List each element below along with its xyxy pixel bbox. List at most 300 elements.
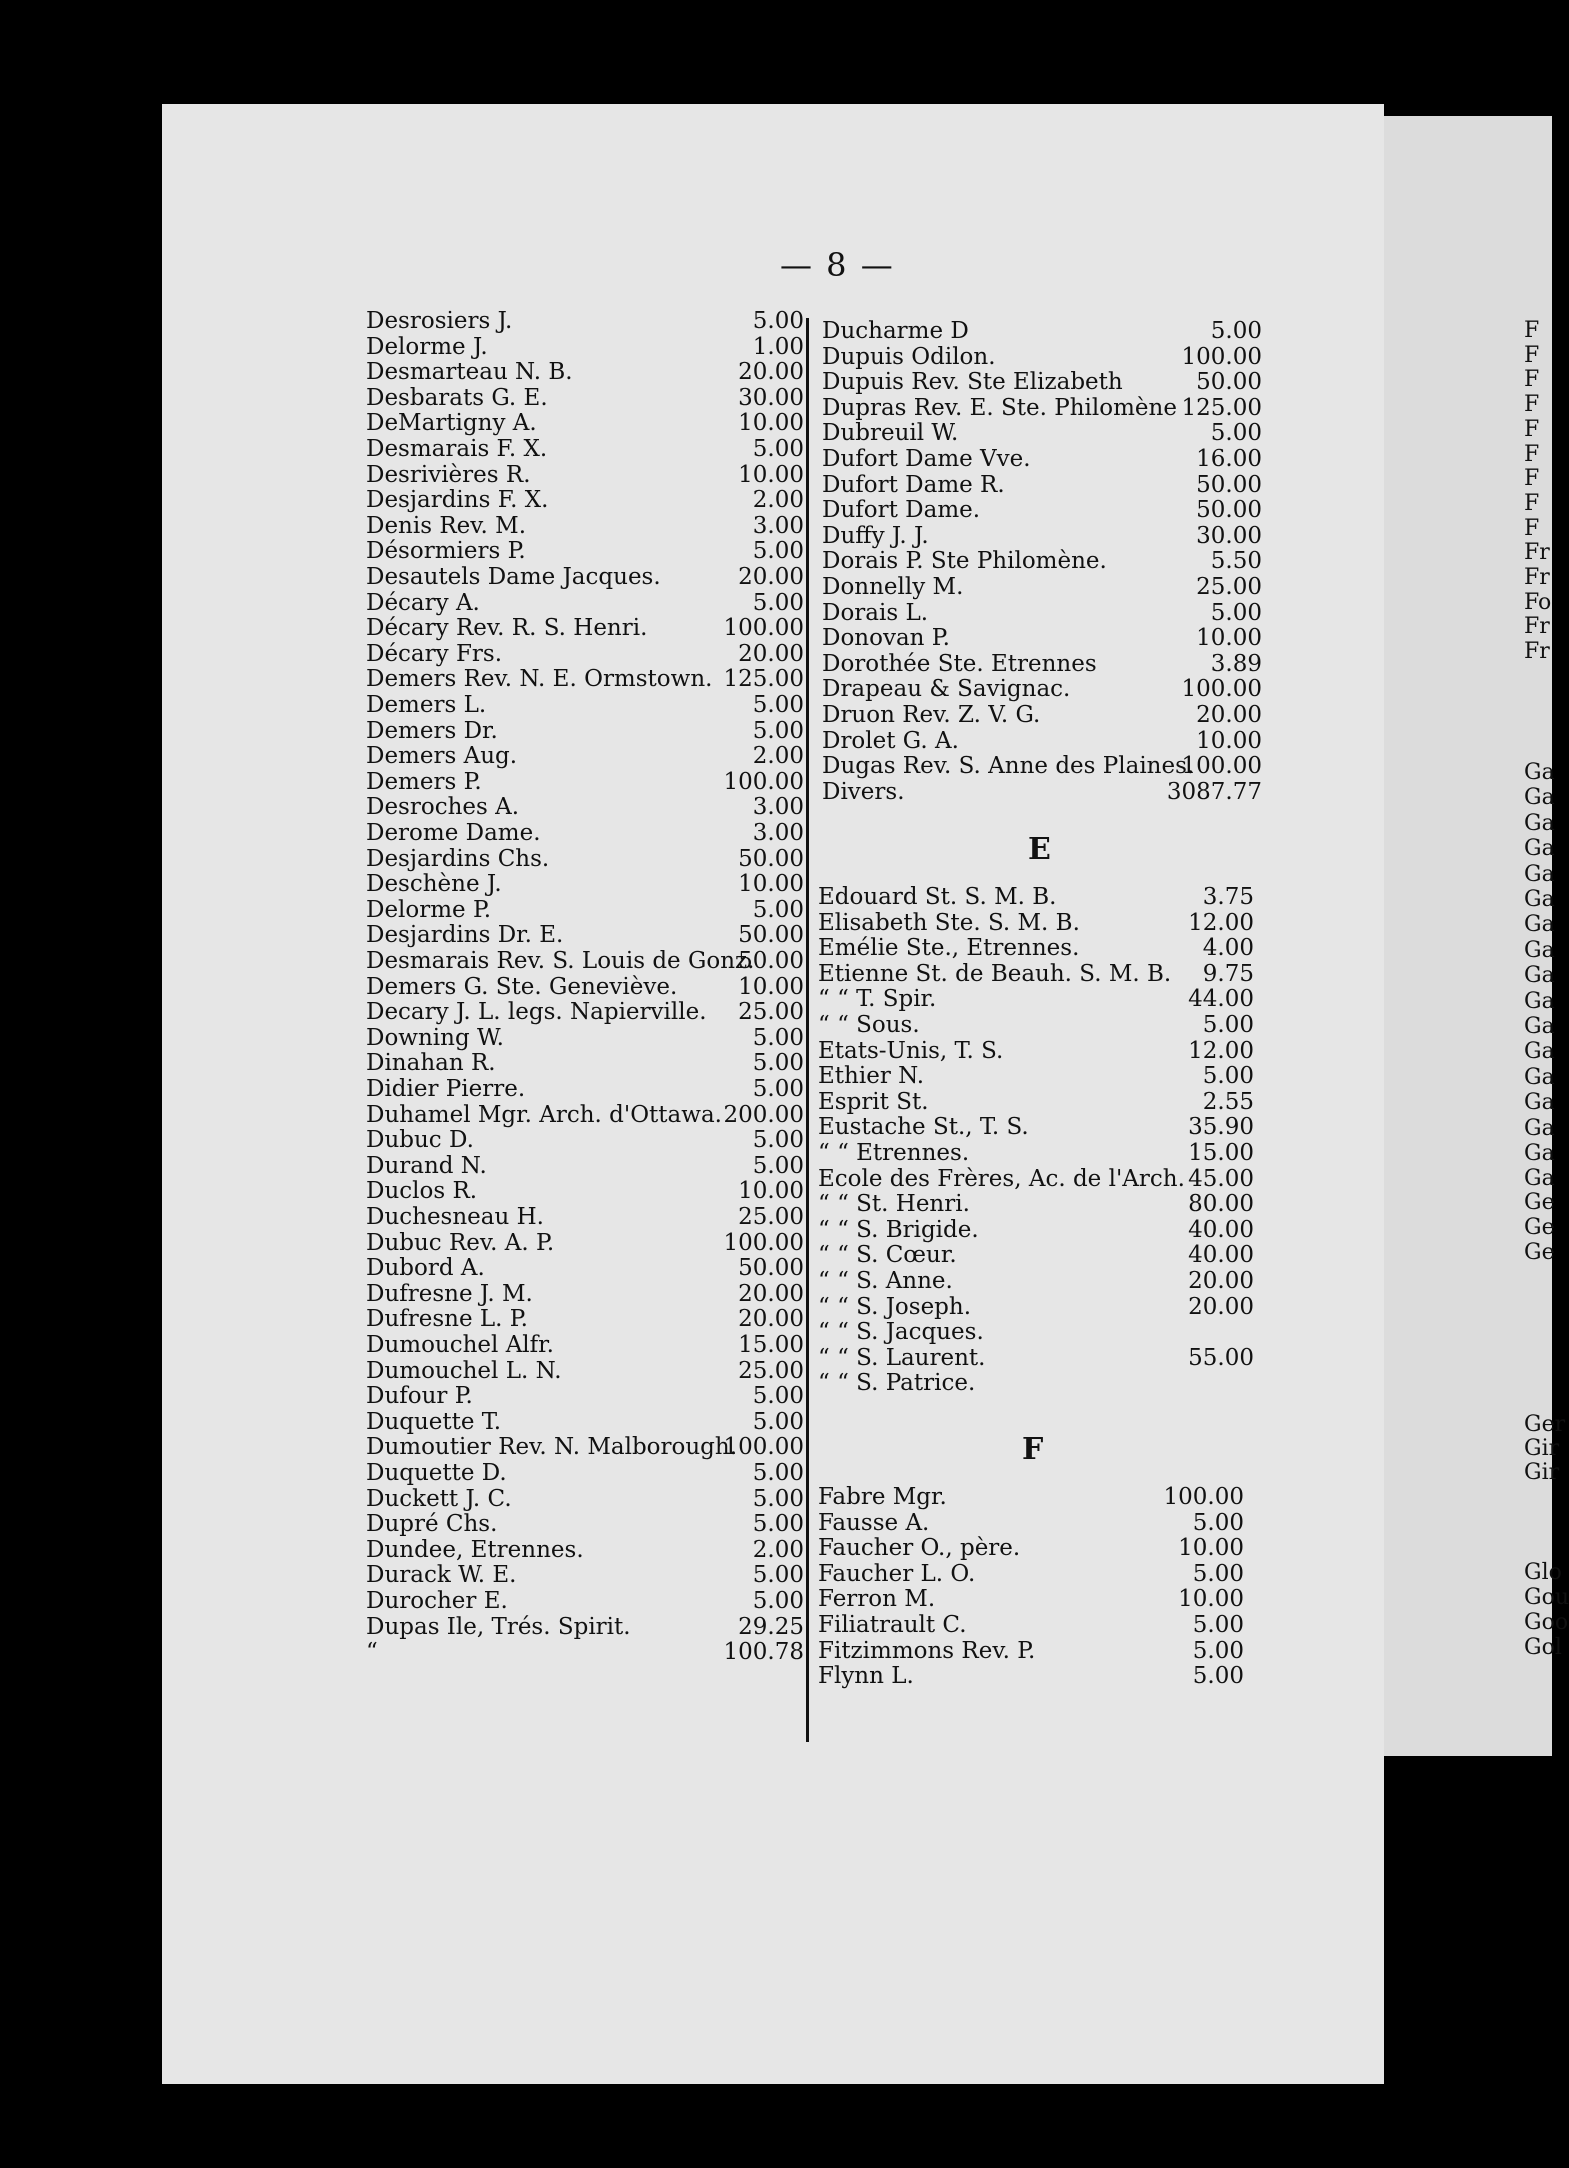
list-entry	[822, 651, 1262, 677]
entry-amount: 5.00	[752, 436, 804, 462]
list-entry	[366, 718, 804, 744]
list-entry	[818, 1319, 1254, 1345]
facing-page-fragment: F	[1524, 466, 1540, 492]
entry-amount: 10.00	[738, 410, 804, 437]
entry-amount: 20.00	[738, 359, 804, 386]
entry-name: Durocher E.	[366, 1588, 508, 1614]
list-entry	[822, 753, 1262, 779]
list-entry	[366, 1050, 804, 1076]
entry-amount: 3.75	[1202, 884, 1254, 910]
entry-name: Druon Rev. Z. V. G.	[822, 702, 1041, 728]
list-entry	[822, 600, 1262, 626]
list-entry	[366, 410, 804, 436]
entry-amount: 5.00	[1202, 1012, 1254, 1038]
entry-amount: 30.00	[1196, 522, 1262, 549]
entry-name: Desmarais F. X.	[366, 436, 548, 462]
facing-page-fragment: Ga	[1524, 785, 1555, 811]
entry-amount: 50.00	[1196, 369, 1262, 396]
entry-name: Faucher L. O.	[818, 1560, 976, 1587]
entry-name: Dumoutier Rev. N. Malborough.	[366, 1434, 738, 1461]
facing-page-fragment: Fr	[1524, 540, 1550, 566]
entry-name: Durand N.	[366, 1152, 487, 1179]
list-entry	[818, 1038, 1254, 1064]
list-entry	[366, 846, 804, 872]
facing-page-fragment: F	[1524, 342, 1540, 368]
entry-amount: 10.00	[738, 461, 804, 488]
entry-name: Elisabeth Ste. S. M. B.	[818, 909, 1080, 936]
entry-amount: 25.00	[738, 999, 804, 1026]
list-entry	[366, 1332, 804, 1358]
entry-name: Desjardins F. X.	[366, 487, 549, 514]
entry-name: Dugas Rev. S. Anne des Plaines.	[822, 753, 1195, 780]
list-entry	[366, 334, 804, 360]
list-entry	[818, 1140, 1254, 1166]
entry-amount: 20.00	[1196, 702, 1262, 728]
entry-amount: 10.00	[738, 973, 804, 1000]
entry-amount: 50.00	[738, 1255, 804, 1282]
entry-amount: 45.00	[1188, 1165, 1254, 1192]
entry-amount: 100.00	[723, 768, 804, 795]
entry-amount: 20.00	[738, 1306, 804, 1333]
list-entry	[818, 1345, 1254, 1371]
list-entry	[366, 1639, 804, 1665]
list-entry	[366, 615, 804, 641]
entry-name: Dupras Rev. E. Ste. Philomène	[822, 394, 1177, 421]
entry-amount: 20.00	[1188, 1268, 1254, 1294]
list-entry	[366, 871, 804, 897]
list-entry	[366, 743, 804, 769]
entry-name: Delorme J.	[366, 333, 488, 360]
entry-name: “ “ S. Joseph.	[818, 1293, 972, 1320]
entry-amount: 3.00	[752, 512, 804, 539]
list-entry	[366, 1255, 804, 1281]
list-entry	[822, 676, 1262, 702]
list-entry	[818, 1561, 1244, 1587]
list-entry	[822, 369, 1262, 395]
entry-amount: 5.00	[752, 589, 804, 616]
list-entry	[818, 1063, 1254, 1089]
entry-name: Dorais L.	[822, 599, 929, 626]
entry-name: Fausse A.	[818, 1509, 930, 1536]
entry-name: Downing W.	[366, 1024, 504, 1051]
facing-page-fragment: Ge	[1524, 1215, 1555, 1240]
page-number: — 8 —	[780, 246, 895, 284]
entry-amount: 50.00	[1196, 497, 1262, 524]
entry-amount: 5.50	[1210, 548, 1262, 575]
entry-name: Ferron M.	[818, 1586, 936, 1613]
list-entry	[818, 1012, 1254, 1038]
entry-amount: 5.00	[752, 1076, 804, 1102]
entry-amount: 50.00	[738, 922, 804, 949]
entry-amount: 100.00	[723, 1434, 804, 1461]
entry-name: Dorothée Ste. Etrennes	[822, 650, 1097, 677]
list-entry	[818, 1268, 1254, 1294]
list-entry	[822, 625, 1262, 651]
list-entry	[822, 728, 1262, 754]
entry-amount: 15.00	[1188, 1140, 1254, 1166]
entry-name: Dubreuil W.	[822, 420, 959, 447]
facing-page-fragment: Ger	[1524, 1412, 1566, 1437]
list-entry	[818, 1191, 1254, 1217]
facing-page-fragment: F	[1524, 416, 1540, 442]
list-entry	[366, 1588, 804, 1614]
list-entry	[366, 897, 804, 923]
entry-amount: 20.00	[1188, 1293, 1254, 1320]
entry-amount: 100.00	[723, 615, 804, 642]
entry-amount: 9.75	[1202, 960, 1254, 987]
list-entry	[822, 318, 1262, 344]
entry-amount: 30.00	[738, 384, 804, 411]
entry-amount: 5.00	[752, 1511, 804, 1538]
entry-name: Demers L.	[366, 692, 487, 718]
entry-amount: 29.25	[738, 1613, 804, 1640]
facing-page-fragment: F	[1524, 490, 1540, 516]
list-entry	[822, 574, 1262, 600]
facing-page-fragment: Fr	[1524, 565, 1550, 590]
entry-amount: 10.00	[738, 871, 804, 898]
entry-amount: 5.00	[1210, 318, 1262, 344]
entry-amount: 5.00	[1192, 1560, 1244, 1587]
entry-amount: 5.00	[1192, 1612, 1244, 1638]
entry-name: Duffy J. J.	[822, 522, 929, 549]
facing-page-fragment: Ga	[1524, 1166, 1555, 1192]
list-entry	[818, 986, 1254, 1012]
list-entry	[366, 538, 804, 564]
entry-name: Desautels Dame Jacques.	[366, 564, 661, 590]
entry-name: “ “ S. Brigide.	[818, 1216, 979, 1243]
list-entry	[366, 513, 804, 539]
entry-amount: 2.00	[752, 743, 804, 770]
entry-name: Esprit St.	[818, 1088, 929, 1115]
list-entry	[366, 948, 804, 974]
list-entry	[366, 1614, 804, 1640]
entry-amount: 3.00	[752, 794, 804, 821]
facing-page-fragment: Glo	[1524, 1560, 1562, 1585]
list-entry	[366, 590, 804, 616]
list-entry	[822, 472, 1262, 498]
entry-name: Desmarteau N. B.	[366, 359, 573, 386]
list-entry	[818, 910, 1254, 936]
list-entry	[366, 385, 804, 411]
facing-page-fragment: Gol	[1524, 1635, 1562, 1660]
list-entry	[818, 1166, 1254, 1192]
entry-amount: 25.00	[738, 1357, 804, 1384]
entry-name: Eustache St., T. S.	[818, 1114, 1029, 1141]
entry-name: Desmarais Rev. S. Louis de Gonz.	[366, 948, 755, 974]
entry-amount: 5.00	[752, 308, 804, 334]
entry-amount: 5.00	[1192, 1637, 1244, 1664]
list-entry	[366, 1486, 804, 1512]
facing-page-fragment: Fo	[1524, 589, 1552, 615]
list-entry	[818, 1370, 1254, 1396]
facing-page-fragment: Ga	[1524, 988, 1555, 1014]
facing-page-fragment: F	[1524, 515, 1540, 541]
entry-amount: 5.00	[752, 1562, 804, 1589]
entry-amount: 5.00	[1210, 599, 1262, 626]
entry-amount: 10.00	[1178, 1535, 1244, 1562]
list-entry	[366, 974, 804, 1000]
entry-name: Durack W. E.	[366, 1562, 517, 1589]
entry-name: Duhamel Mgr. Arch. d'Ottawa.	[366, 1101, 722, 1128]
list-entry	[366, 1076, 804, 1102]
facing-page-fragment: Ga	[1524, 937, 1555, 963]
list-entry	[366, 769, 804, 795]
entry-amount: 2.55	[1202, 1088, 1254, 1115]
entry-name: Dupuis Rev. Ste Elizabeth	[822, 369, 1123, 396]
entry-amount: 100.00	[1181, 343, 1262, 370]
list-entry	[366, 1230, 804, 1256]
list-entry	[818, 935, 1254, 961]
entry-name: Decary J. L. legs. Napierville.	[366, 999, 707, 1026]
entry-name: Desjardins Chs.	[366, 845, 550, 872]
list-entry	[366, 820, 804, 846]
entry-name: Ecole des Frères, Ac. de l'Arch.	[818, 1165, 1185, 1192]
entry-amount: 5.00	[752, 1127, 804, 1154]
facing-page-fragment: Ge	[1524, 1240, 1555, 1265]
entry-name: Etats-Unis, T. S.	[818, 1037, 1004, 1064]
entry-name: “ “ S. Jacques.	[818, 1319, 984, 1346]
entry-amount: 5.00	[752, 692, 804, 718]
facing-page-fragment: F	[1524, 392, 1540, 418]
entry-name: Dufort Dame R.	[822, 471, 1005, 498]
entry-name: DeMartigny A.	[366, 410, 537, 437]
entry-amount: 35.90	[1188, 1114, 1254, 1141]
list-entry	[818, 961, 1254, 987]
entry-name: Dufresne J. M.	[366, 1280, 533, 1307]
list-entry	[366, 1358, 804, 1384]
entry-name: Dundee, Etrennes.	[366, 1536, 584, 1563]
facing-page-fragment: Ga	[1524, 836, 1555, 862]
entry-amount: 100.00	[723, 1229, 804, 1256]
list-entry	[818, 1586, 1244, 1612]
entry-amount: 44.00	[1188, 986, 1254, 1013]
entry-amount: 20.00	[738, 564, 804, 590]
list-entry	[366, 1511, 804, 1537]
list-entry	[818, 1535, 1244, 1561]
facing-page-fragment: Ga	[1524, 760, 1555, 785]
entry-amount: 2.00	[752, 487, 804, 514]
entry-amount: 5.00	[752, 1050, 804, 1077]
facing-page-fragment: Ga	[1524, 1064, 1555, 1090]
entry-name: Derome Dame.	[366, 820, 541, 846]
list-entry	[366, 1204, 804, 1230]
entry-name: Dumouchel Alfr.	[366, 1332, 554, 1358]
entry-name: “ “ S. Cœur.	[818, 1242, 957, 1269]
facing-page-fragment: F	[1524, 318, 1540, 343]
list-entry	[822, 420, 1262, 446]
entry-amount: 12.00	[1188, 1037, 1254, 1064]
entry-name: Filiatrault C.	[818, 1612, 967, 1638]
facing-page-fragment: Fr	[1524, 639, 1550, 665]
entry-amount: 5.00	[752, 1152, 804, 1179]
entry-amount: 5.00	[752, 717, 804, 744]
facing-page-fragment: Ga	[1524, 912, 1555, 938]
entry-name: Duclos R.	[366, 1178, 478, 1205]
entry-name: Décary A.	[366, 589, 480, 616]
facing-page-fragment: Ge	[1524, 1190, 1555, 1215]
entry-name: Didier Pierre.	[366, 1076, 526, 1102]
entry-name: “ “ Sous.	[818, 1012, 920, 1038]
list-entry	[366, 1537, 804, 1563]
facing-page-fragment: Goo	[1524, 1610, 1569, 1635]
list-entry	[366, 794, 804, 820]
entry-name: Divers.	[822, 778, 905, 805]
facing-page-fragment: Gou	[1524, 1585, 1569, 1610]
entry-name: Dufresne L. P.	[366, 1306, 528, 1333]
entry-amount: 5.00	[1202, 1063, 1254, 1090]
facing-page-fragment: F	[1524, 367, 1540, 393]
entry-amount: 125.00	[1181, 394, 1262, 421]
entry-amount: 5.00	[752, 1588, 804, 1614]
entry-amount: 10.00	[1196, 625, 1262, 652]
entry-name: Drapeau & Savignac.	[822, 676, 1071, 703]
facing-page-fragment: Ga	[1524, 1014, 1555, 1039]
entry-amount: 3.89	[1210, 650, 1262, 677]
facing-page-fragment: Ga	[1524, 810, 1555, 836]
entry-amount: 3087.77	[1166, 778, 1262, 805]
list-entry	[366, 1409, 804, 1435]
entry-name: Décary Rev. R. S. Henri.	[366, 615, 648, 642]
list-entry	[366, 1562, 804, 1588]
entry-amount: 5.00	[752, 1383, 804, 1410]
entry-amount: 20.00	[738, 640, 804, 667]
list-entry	[366, 1127, 804, 1153]
entry-name: Emélie Ste., Etrennes.	[818, 935, 1080, 962]
entry-name: “ “ T. Spir.	[818, 986, 937, 1013]
entry-name: Etienne St. de Beauh. S. M. B.	[818, 960, 1172, 987]
entry-name: Dupas Ile, Trés. Spirit.	[366, 1613, 631, 1640]
list-entry	[366, 1460, 804, 1486]
entry-name: Dorais P. Ste Philomène.	[822, 548, 1107, 575]
entry-amount: 125.00	[723, 666, 804, 693]
entry-name: Dupuis Odilon.	[822, 343, 996, 370]
entry-amount: 100.00	[1181, 753, 1262, 780]
entry-name: “ “ S. Patrice.	[818, 1370, 976, 1397]
list-entry	[366, 1383, 804, 1409]
list-entry	[818, 1217, 1254, 1243]
list-entry	[366, 564, 804, 590]
entry-name: Denis Rev. M.	[366, 512, 527, 539]
entry-amount: 3.00	[752, 820, 804, 846]
entry-name: Desrosiers J.	[366, 308, 513, 334]
list-entry	[822, 395, 1262, 421]
list-entry	[366, 1102, 804, 1128]
entry-amount: 10.00	[1178, 1586, 1244, 1613]
list-entry	[818, 1114, 1254, 1140]
entry-amount: 50.00	[1196, 471, 1262, 498]
entry-name: Ducharme D	[822, 318, 969, 344]
facing-page-fragment: Ga	[1524, 1115, 1555, 1141]
entry-name: Duquette D.	[366, 1460, 507, 1486]
entry-amount: 100.00	[1181, 676, 1262, 703]
list-entry	[366, 1025, 804, 1051]
facing-page-fragment: Ga	[1524, 887, 1555, 912]
entry-name: Desroches A.	[366, 794, 520, 821]
list-entry	[366, 641, 804, 667]
list-entry	[366, 666, 804, 692]
entry-name: Edouard St. S. M. B.	[818, 884, 1057, 910]
list-entry	[822, 446, 1262, 472]
entry-name: Donnelly M.	[822, 574, 964, 600]
entry-name: “ “ S. Anne.	[818, 1268, 953, 1294]
entry-name: Donovan P.	[822, 625, 950, 652]
list-entry	[822, 779, 1262, 805]
entry-name: Dufour P.	[366, 1383, 473, 1410]
entry-name: Dubuc Rev. A. P.	[366, 1229, 555, 1256]
entry-amount: 5.00	[752, 1485, 804, 1512]
list-entry	[366, 922, 804, 948]
list-entry	[818, 1663, 1244, 1689]
entry-name: Demers Rev. N. E. Ormstown.	[366, 666, 713, 693]
section-letter-e: E	[1028, 832, 1051, 867]
entry-amount: 100.78	[723, 1639, 804, 1666]
list-entry	[366, 1306, 804, 1332]
list-entry	[366, 462, 804, 488]
facing-page-fragment: Ga	[1524, 1039, 1555, 1065]
entry-amount: 1.00	[752, 333, 804, 360]
list-entry	[366, 487, 804, 513]
entry-amount: 5.00	[752, 1408, 804, 1435]
entry-amount: 15.00	[738, 1332, 804, 1358]
list-entry	[366, 692, 804, 718]
entry-amount: 10.00	[1196, 727, 1262, 754]
entry-name: Deschène J.	[366, 871, 502, 898]
list-entry	[818, 884, 1254, 910]
entry-amount: 5.00	[752, 1460, 804, 1486]
entry-name: Duchesneau H.	[366, 1204, 544, 1230]
entry-name: Flynn L.	[818, 1663, 914, 1690]
entry-amount: 4.00	[1202, 935, 1254, 962]
facing-page-fragment: Ga	[1524, 861, 1555, 887]
entry-amount: 50.00	[738, 948, 804, 974]
entry-name: Duquette T.	[366, 1408, 502, 1435]
entry-name: Fabre Mgr.	[818, 1484, 947, 1510]
list-entry	[366, 1178, 804, 1204]
entry-amount: 100.00	[1163, 1484, 1244, 1510]
list-entry	[818, 1510, 1244, 1536]
entry-amount: 5.00	[752, 896, 804, 923]
entry-amount: 80.00	[1188, 1191, 1254, 1218]
entry-amount: 5.00	[1210, 420, 1262, 447]
entry-name: Ethier N.	[818, 1063, 925, 1090]
entry-amount: 5.00	[752, 1024, 804, 1051]
entry-name: “	[366, 1639, 378, 1666]
entry-name: Faucher O., père.	[818, 1535, 1021, 1562]
entry-name: Dupré Chs.	[366, 1511, 498, 1538]
facing-page-fragment: Ga	[1524, 1090, 1555, 1116]
entry-amount: 5.00	[752, 538, 804, 565]
list-entry	[822, 497, 1262, 523]
entry-name: Décary Frs.	[366, 640, 503, 667]
column-divider	[806, 318, 809, 1742]
entry-amount: 10.00	[738, 1178, 804, 1205]
entry-name: Dubord A.	[366, 1255, 485, 1282]
facing-page-fragment: Fr	[1524, 614, 1550, 640]
entry-name: Desbarats G. E.	[366, 384, 548, 411]
entry-amount: 2.00	[752, 1536, 804, 1563]
list-entry	[818, 1294, 1254, 1320]
entry-name: Duckett J. C.	[366, 1485, 512, 1512]
list-entry	[818, 1089, 1254, 1115]
entry-amount: 200.00	[723, 1101, 804, 1128]
entry-name: Fitzimmons Rev. P.	[818, 1637, 1036, 1664]
list-entry	[366, 1281, 804, 1307]
entry-name: Desrivières R.	[366, 461, 531, 488]
entry-amount: 20.00	[738, 1280, 804, 1307]
list-entry	[818, 1638, 1244, 1664]
list-entry	[818, 1612, 1244, 1638]
entry-name: Dufort Dame Vve.	[822, 446, 1031, 472]
